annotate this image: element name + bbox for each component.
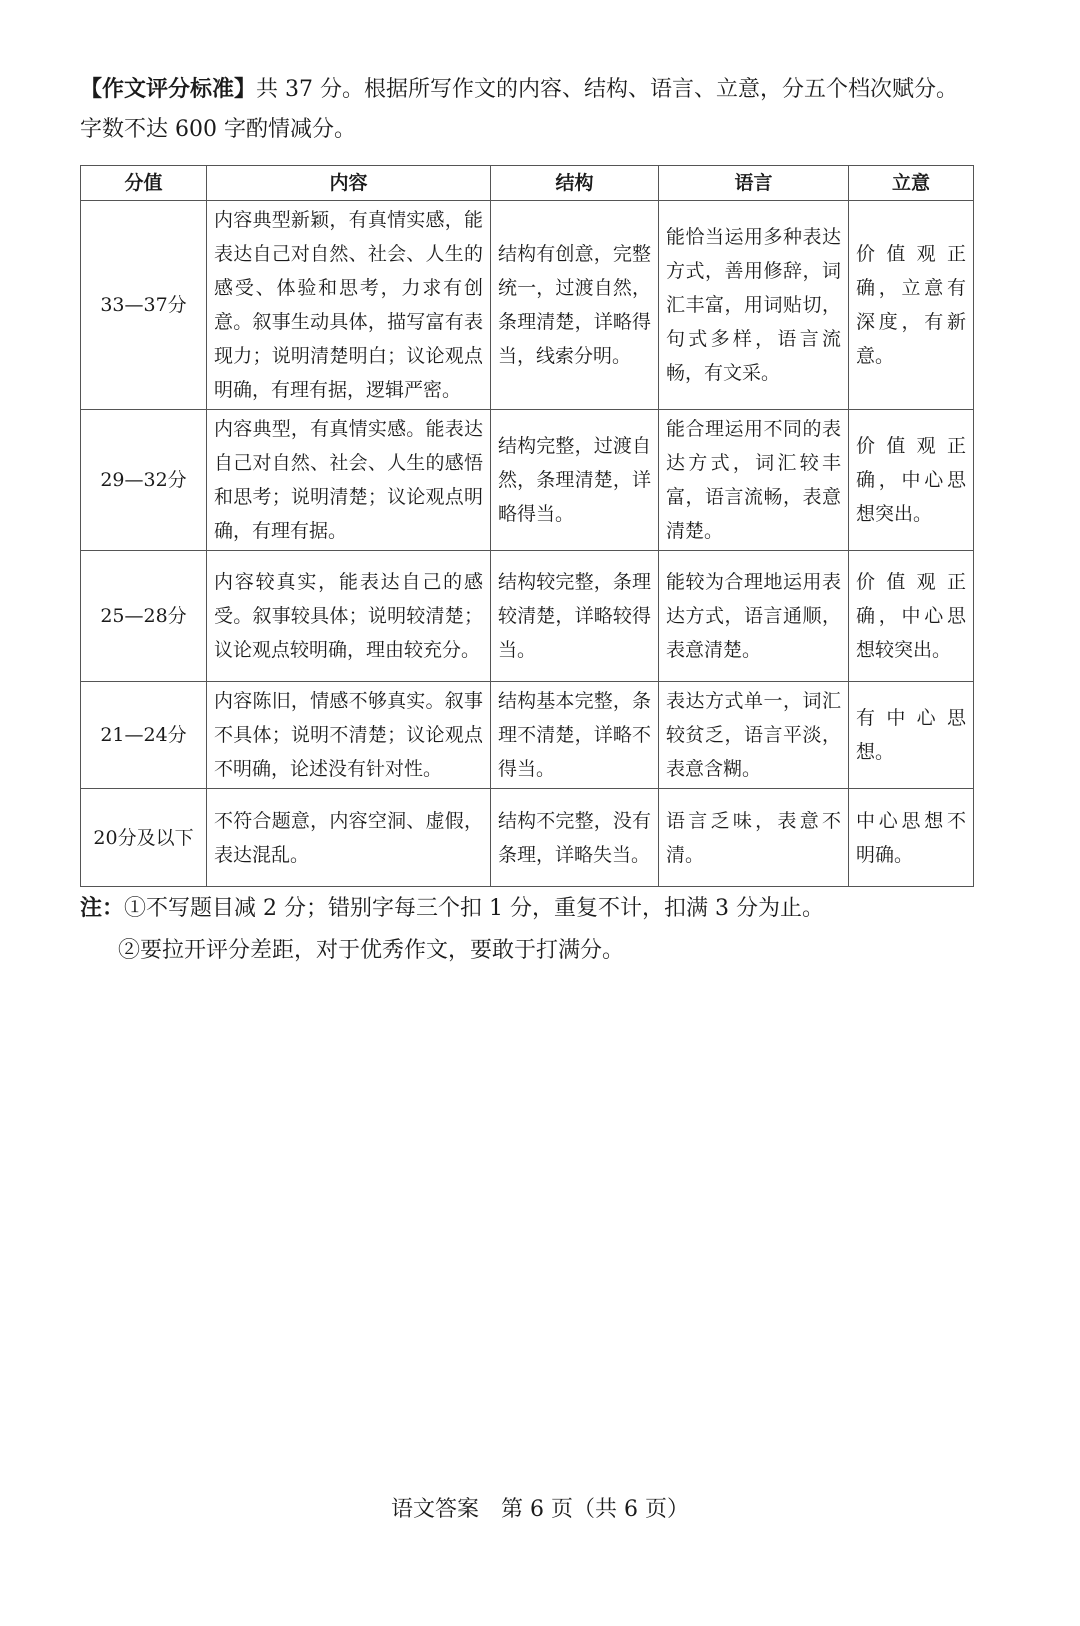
intro-text: 共 37 分。根据所写作文的内容、结构、语言、立意，分五个档次赋分。 [256, 77, 958, 102]
language-cell: 能恰当运用多种表达方式，善用修辞，词汇丰富，用词贴切，句式多样，语言流畅，有文采。 [659, 201, 849, 410]
score-cell: 33—37分 [81, 201, 207, 410]
structure-cell: 结构不完整，没有条理，详略失当。 [491, 789, 659, 887]
note-line-1 [80, 888, 1000, 930]
language-cell: 能较为合理地运用表达方式，语言通顺，表意清楚。 [659, 551, 849, 682]
header-language: 语言 [659, 166, 849, 201]
intro-line-2: 字数不达 600 字酌情减分。 [80, 117, 356, 142]
language-cell: 语言乏味，表意不清。 [659, 789, 849, 887]
notes-label: 注： [80, 896, 125, 921]
content-cell: 内容较真实，能表达自己的感受。叙事较具体；说明较清楚；议论观点较明确，理由较充分。 [207, 551, 491, 682]
theme-cell: 价值观正确，立意有深度，有新意。 [849, 201, 974, 410]
grading-table [80, 165, 974, 887]
content-cell: 内容陈旧，情感不够真实。叙事不具体；说明不清楚；议论观点不明确，论述没有针对性。 [207, 682, 491, 789]
theme-cell: 价值观正确，中心思想突出。 [849, 410, 974, 551]
header-score: 分值 [81, 166, 207, 201]
table-row [81, 201, 974, 410]
language-cell: 能合理运用不同的表达方式，词汇较丰富，语言流畅，表意清楚。 [659, 410, 849, 551]
structure-cell: 结构有创意，完整统一，过渡自然，条理清楚，详略得当，线索分明。 [491, 201, 659, 410]
language-cell: 表达方式单一，词汇较贫乏，语言平淡，表意含糊。 [659, 682, 849, 789]
content-cell: 不符合题意，内容空洞、虚假，表达混乱。 [207, 789, 491, 887]
grading-intro [80, 70, 1000, 150]
structure-cell: 结构较完整，条理较清楚，详略较得当。 [491, 551, 659, 682]
score-cell: 25—28分 [81, 551, 207, 682]
note-1: ①不写题目减 2 分；错别字每三个扣 1 分，重复不计，扣满 3 分为止。 [124, 896, 824, 921]
theme-cell: 价值观正确，中心思想较突出。 [849, 551, 974, 682]
page-footer: 语文答案 第 6 页（共 6 页） [391, 1497, 689, 1522]
theme-cell: 中心思想不明确。 [849, 789, 974, 887]
intro-title: 【作文评分标准】 [80, 77, 257, 102]
theme-cell: 有中心思想。 [849, 682, 974, 789]
structure-cell: 结构基本完整，条理不清楚，详略不得当。 [491, 682, 659, 789]
structure-cell: 结构完整，过渡自然，条理清楚，详略得当。 [491, 410, 659, 551]
score-cell: 29—32分 [81, 410, 207, 551]
score-cell: 21—24分 [81, 682, 207, 789]
header-content: 内容 [207, 166, 491, 201]
score-cell: 20分及以下 [81, 789, 207, 887]
note-2: ②要拉开评分差距，对于优秀作文，要敢于打满分。 [118, 938, 625, 963]
table-header-row [81, 166, 974, 201]
table-row [81, 789, 974, 887]
content-cell: 内容典型新颖，有真情实感，能表达自己对自然、社会、人生的感受、体验和思考，力求有创意。叙事生动具体，描写富有表现力；说明清楚明白；议论观点明确，有理有据，逻辑严密。 [207, 201, 491, 410]
content-cell: 内容典型，有真情实感。能表达自己对自然、社会、人生的感悟和思考；说明清楚；议论观点明确，有理有据。 [207, 410, 491, 551]
header-structure: 结构 [491, 166, 659, 201]
table-row [81, 682, 974, 789]
intro-line-1 [80, 70, 1000, 110]
notes-block [80, 888, 1000, 972]
table-row [81, 551, 974, 682]
table-row [81, 410, 974, 551]
header-theme: 立意 [849, 166, 974, 201]
